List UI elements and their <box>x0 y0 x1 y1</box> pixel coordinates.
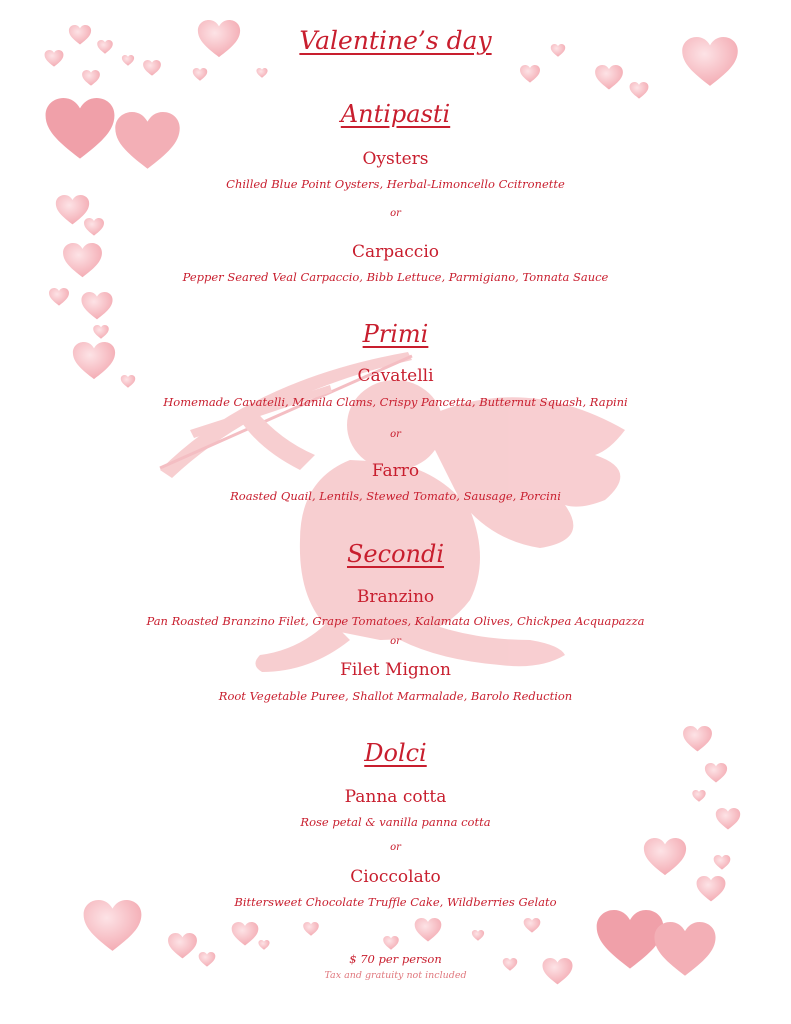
dish-description-cioccolato: Bittersweet Chocolate Truffle Cake, Wildberries Gelato <box>234 895 557 909</box>
dish-description-farro: Roasted Quail, Lentils, Stewed Tomato, Sausage, Porcini <box>230 489 561 503</box>
dish-description-filet-mignon: Root Vegetable Puree, Shallot Marmalade, Barolo Reduction <box>218 689 573 703</box>
dish-name-filet-mignon: Filet Mignon <box>340 660 451 680</box>
or-separator: or <box>390 636 401 647</box>
or-separator: or <box>390 208 401 219</box>
dish-name-oysters: Oysters <box>362 149 429 169</box>
menu-title: Valentine’s day <box>299 26 492 55</box>
section-heading-primi: Primi <box>362 320 429 348</box>
section-heading-secondi: Secondi <box>346 540 445 568</box>
dish-description-branzino: Pan Roasted Branzino Filet, Grape Tomatoes, Kalamata Olives, Chickpea Acquapazza <box>146 614 645 628</box>
dish-description-panna-cotta: Rose petal & vanilla panna cotta <box>300 815 491 829</box>
section-heading-dolci: Dolci <box>364 739 427 767</box>
dish-name-branzino: Branzino <box>356 587 435 607</box>
dish-name-carpaccio: Carpaccio <box>351 242 439 262</box>
dish-name-cioccolato: Cioccolato <box>350 867 441 887</box>
dish-description-carpaccio: Pepper Seared Veal Carpaccio, Bibb Lettuce, Parmigiano, Tonnata Sauce <box>182 270 609 284</box>
dish-name-farro: Farro <box>371 461 420 481</box>
section-heading-antipasti: Antipasti <box>340 100 451 128</box>
dish-description-oysters: Chilled Blue Point Oysters, Herbal-Limoncello Ccitronette <box>226 177 565 191</box>
dish-name-panna-cotta: Panna cotta <box>344 787 447 807</box>
dish-description-cavatelli: Homemade Cavatelli, Manila Clams, Crispy Pancetta, Butternut Squash, Rapini <box>163 395 628 409</box>
tax-gratuity-note: Tax and gratuity not included <box>324 970 467 981</box>
price-per-person: $ 70 per person <box>349 952 442 966</box>
or-separator: or <box>390 429 401 440</box>
dish-name-cavatelli: Cavatelli <box>357 366 434 386</box>
or-separator: or <box>390 842 401 853</box>
